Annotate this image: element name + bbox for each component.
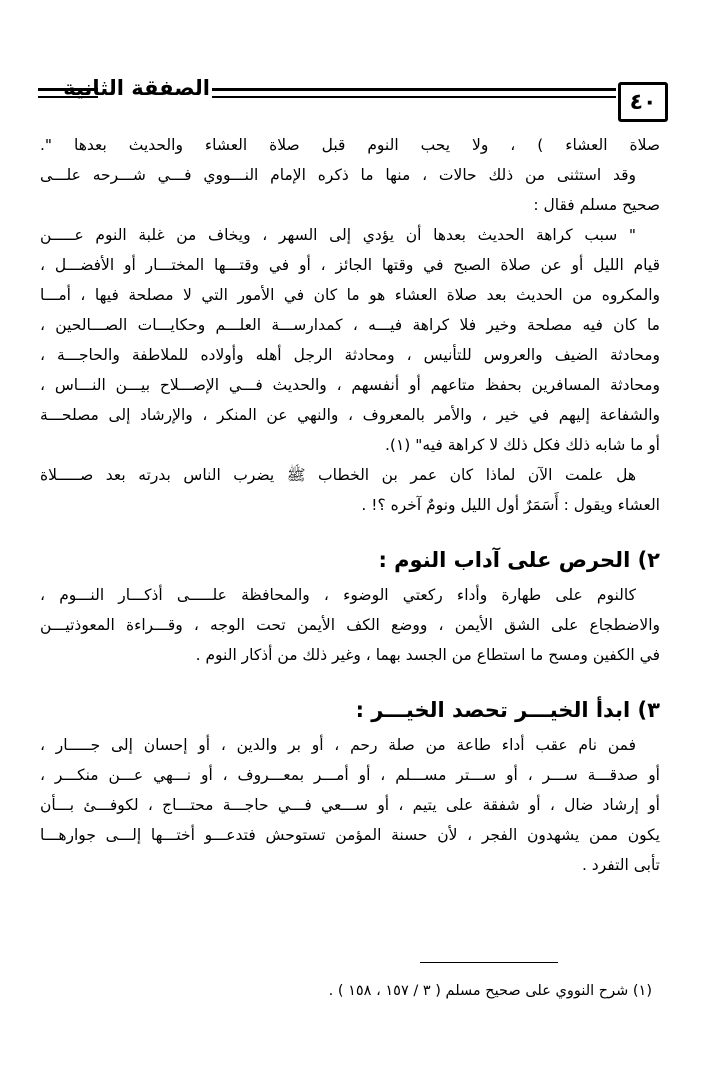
text-line: والمكروه من الحديث بعد صلاة العشاء هو ما كان في الأمور التي لا مصلحة فيها ، أمـــا <box>40 286 660 304</box>
text-line: أو إرشاد ضال ، أو شفقة على يتيم ، أو ســـعي فـــي حاجـــة محتـــاج ، لكوفـــئ بـــأن <box>40 796 660 814</box>
page-number: ٤٠ <box>618 82 668 122</box>
section-heading-2: ٢) الحرص على آداب النوم : <box>378 548 660 572</box>
text-line: ما كان فيه مصلحة وخير فلا كراهة فيـــه ، كمدارســـة العلـــم وحكايـــات الصـــالحين ، <box>40 316 660 334</box>
text-line: وقد استثنى من ذلك حالات ، منها ما ذكره الإمام النـــووي فـــي شـــرحه علـــى <box>40 166 636 184</box>
section-heading-3: ٣) ابدأ الخيـــر تحصد الخيـــر : <box>355 698 660 722</box>
header-rule-right-2 <box>212 96 616 98</box>
page-body <box>40 130 660 880</box>
text-line: فمن نام عقب أداء طاعة من صلة رحم ، أو بر والدين ، أو إحسان إلى جـــــار ، <box>40 736 636 754</box>
text-line: ومحادثة الضيف والعروس للتأنيس ، ومحادثة الرجل أهله وأولاده للملاطفة والحاجـــة ، <box>40 346 660 364</box>
footnote: (١) شرح النووي على صحيح مسلم ( ٣ / ١٥٧ ، ١٥٨ ) . <box>328 983 652 999</box>
header-rule-right <box>212 88 616 91</box>
text-line: " سبب كراهة الحديث بعدها أن يؤدي إلى السهر ، ويخاف من غلبة النوم عـــــن <box>40 226 636 244</box>
text-line: قيام الليل أو عن صلاة الصبح في وقتها الجائز ، أو في وقتـــها المختـــار أو الأفضـــل ، <box>40 256 660 274</box>
text-line: العشاء ويقول : أَسَمَرٌ أول الليل ونومٌ آخره ؟! . <box>361 496 660 514</box>
text-line: هل علمت الآن لماذا كان عمر بن الخطاب ﷺ يضرب الناس بدرته بعد صـــــلاة <box>40 466 636 484</box>
text-line: صلاة العشاء ) ، ولا يحب النوم قبل صلاة العشاء والحديث بعدها ". <box>40 136 660 154</box>
text-line: تأبى التفرد . <box>581 856 660 874</box>
text-line: والاضطجاع على الشق الأيمن ، ووضع الكف الأيمن تحت الوجه ، وقـــراءة المعوذتيـــن <box>40 616 660 634</box>
text-line: صحيح مسلم فقال : <box>533 196 660 214</box>
text-line: أو ما شابه ذلك فكل ذلك لا كراهة فيه" (١). <box>384 436 660 454</box>
page-title: الصفقة الثانية <box>63 76 210 100</box>
page-header <box>32 76 662 122</box>
text-line: في الكفين ومسح ما استطاع من الجسد بهما ، وغير ذلك من أذكار النوم . <box>195 646 660 664</box>
text-line: ومحادثة المسافرين بحفظ متاعهم أو أنفسهم ، والحديث فـــي الإصـــلاح بيـــن النـــاس ، <box>40 376 660 394</box>
text-line: كالنوم على طهارة وأداء ركعتي الوضوء ، والمحافظة علـــــى أذكـــار النـــوم ، <box>40 586 636 604</box>
text-line: والشفاعة إليهم في خير ، والأمر بالمعروف ، والنهي عن المنكر ، والإرشاد إلى مصلحـــة <box>40 406 660 424</box>
footnote-separator <box>420 962 558 963</box>
text-line: يكون ممن يشهدون الفجر ، لأن حسنة المؤمن تستوحش فتدعـــو أختـــها إلـــى جوارهـــا <box>40 826 660 844</box>
text-line: أو صدقـــة ســـر ، أو ســـتر مســـلم ، أو أمـــر بمعـــروف ، أو نـــهي عـــن منكـــر ، <box>40 766 660 784</box>
